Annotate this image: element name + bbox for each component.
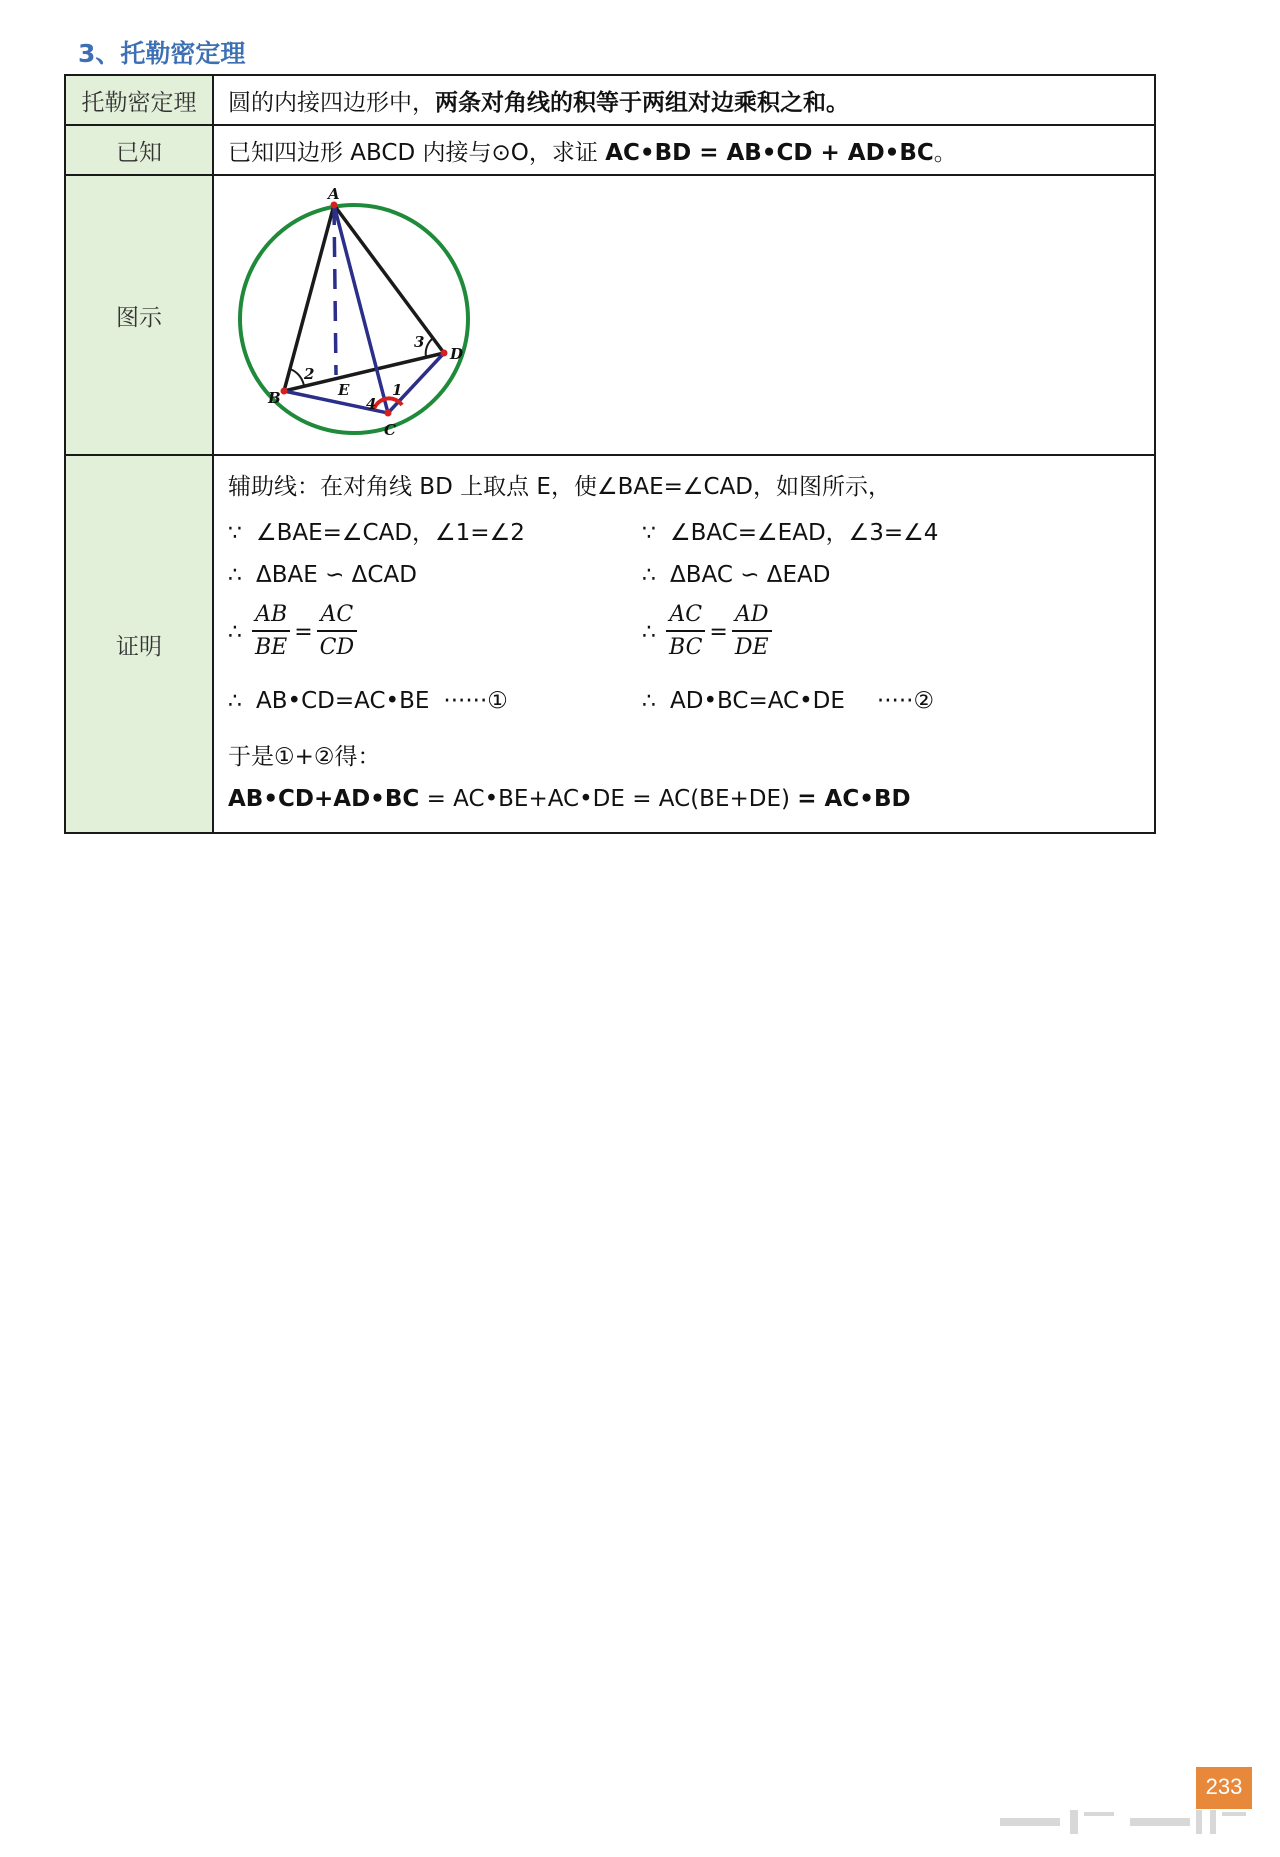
fraction-ab-be <box>252 600 290 664</box>
line-AD <box>334 205 444 353</box>
because-symbol: ∵ <box>228 521 242 546</box>
final-bold-right: = AC•BD <box>797 786 911 812</box>
frac-num: AC <box>317 600 357 632</box>
therefore-symbol: ∴ <box>228 689 242 714</box>
theorem-statement <box>213 75 1155 125</box>
proof-ratio-left <box>228 600 359 664</box>
angle-label-1: 1 <box>392 381 403 399</box>
given-end: 。 <box>933 139 957 166</box>
therefore-symbol: ∴ <box>228 563 242 588</box>
because-right-text: ∠BAC=∠EAD，∠3=∠4 <box>670 520 939 546</box>
figure-cell <box>213 175 1155 455</box>
theorem-table <box>64 74 1156 834</box>
row-theorem <box>65 75 1155 125</box>
equals-sign: = <box>709 619 728 645</box>
point-D <box>441 350 448 357</box>
angle-label-4: 4 <box>366 395 377 413</box>
proof-prod-left <box>228 688 508 714</box>
label-theorem: 托勒密定理 <box>65 75 213 125</box>
label-B: B <box>268 389 281 407</box>
label-A: A <box>328 185 340 203</box>
fraction-ac-cd <box>317 600 357 664</box>
frac-num: AC <box>666 600 705 632</box>
angle-label-3: 3 <box>414 333 425 351</box>
because-symbol: ∵ <box>642 521 656 546</box>
proof-cell <box>213 455 1155 833</box>
proof-because-left <box>228 514 525 547</box>
line-AB <box>284 205 334 391</box>
fraction-ad-de <box>732 600 772 664</box>
given-formula: AC•BD = AB•CD + AD•BC <box>605 139 934 166</box>
label-D: D <box>450 345 464 363</box>
angle-arc-2 <box>290 369 304 386</box>
proof-because-right <box>642 514 938 547</box>
equation-tag-2: ·····② <box>876 688 935 714</box>
label-E: E <box>338 381 350 399</box>
fraction-ac-bc <box>666 600 705 664</box>
because-left-text: ∠BAE=∠CAD，∠1=∠2 <box>256 520 525 546</box>
theorem-text: 圆的内接四边形中， <box>228 89 435 116</box>
geometry-diagram <box>224 179 484 451</box>
label-figure: 图示 <box>65 175 213 455</box>
theorem-text-bold: 两条对角线的积等于两组对边乘积之和。 <box>435 89 849 116</box>
angle-label-2: 2 <box>304 365 315 383</box>
given-statement <box>213 125 1155 175</box>
proof-prod-right <box>642 688 934 714</box>
row-figure <box>65 175 1155 455</box>
proof-sum-line: 于是①+②得： <box>228 744 381 770</box>
proof-sim-right <box>642 562 831 588</box>
frac-num: AB <box>252 600 290 632</box>
frac-num: AD <box>732 600 772 632</box>
row-given <box>65 125 1155 175</box>
final-middle: = AC•BE+AC•DE = AC(BE+DE) <box>419 786 798 812</box>
proof-final-line <box>228 786 911 812</box>
prod-left-text: AB•CD=AC•BE <box>256 688 430 714</box>
frac-den: CD <box>319 635 355 660</box>
prod-right-text: AD•BC=AC•DE <box>670 688 845 714</box>
frac-den: BE <box>255 635 288 660</box>
line-AE <box>334 205 336 375</box>
page-number-badge: 233 <box>1196 1767 1252 1809</box>
proof-sim-left <box>228 562 417 588</box>
proof-ratio-right <box>642 600 774 664</box>
watermark-icon <box>1000 1808 1250 1838</box>
proof-aux-line: 辅助线：在对角线 BD 上取点 E，使∠BAE=∠CAD，如图所示， <box>228 474 892 500</box>
section-title: 3、托勒密定理 <box>78 39 246 68</box>
sim-left-text: ΔBAE ∽ ΔCAD <box>256 562 417 588</box>
therefore-symbol: ∴ <box>642 619 656 645</box>
point-B <box>281 388 288 395</box>
frac-den: BC <box>669 635 703 660</box>
frac-den: DE <box>734 635 769 660</box>
therefore-symbol: ∴ <box>228 619 242 645</box>
given-text: 已知四边形 ABCD 内接与⊙O，求证 <box>228 139 606 166</box>
point-C <box>385 410 392 417</box>
final-bold-left: AB•CD+AD•BC <box>228 786 420 812</box>
label-C: C <box>384 421 396 439</box>
therefore-symbol: ∴ <box>642 689 656 714</box>
sim-right-text: ΔBAC ∽ ΔEAD <box>670 562 831 588</box>
therefore-symbol: ∴ <box>642 563 656 588</box>
label-proof: 证明 <box>65 455 213 833</box>
equation-tag-1: ······① <box>443 688 508 714</box>
equals-sign: = <box>294 619 313 645</box>
label-given: 已知 <box>65 125 213 175</box>
row-proof <box>65 455 1155 833</box>
